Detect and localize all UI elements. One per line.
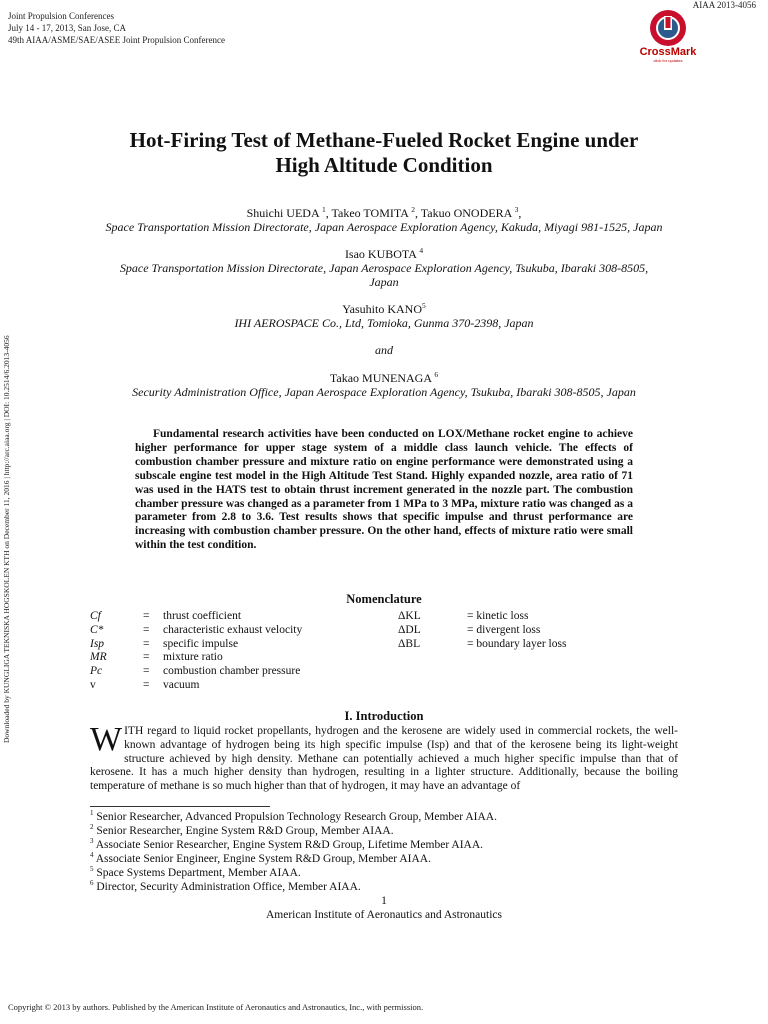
footnotes — [90, 811, 497, 894]
nom-definition: thrust coefficient — [163, 610, 242, 622]
nom-equals: = — [143, 678, 150, 691]
footnote-text: Director, Security Administration Office, Member AIAA. — [96, 880, 361, 893]
author-affiliation: Space Transportation Mission Directorate, Japan Aerospace Exploration Agency, Tsukuba, Ibaraki 308-8505, Japan — [119, 261, 649, 289]
nomenclature-row — [0, 679, 768, 693]
crossmark-icon — [648, 8, 688, 48]
conference-name: 49th AIAA/ASME/SAE/ASEE Joint Propulsion Conference — [8, 35, 225, 45]
nomenclature-list — [0, 610, 768, 693]
section-heading: I. Introduction — [344, 709, 424, 723]
author-affiliation: Security Administration Office, Japan Aerospace Exploration Agency, Tsukuba, Ibaraki 308-8505, Japan — [132, 385, 636, 399]
footnote-text: Space Systems Department, Member AIAA. — [96, 866, 301, 879]
nom-equals: = — [143, 651, 150, 664]
footnote-number: 2 — [90, 823, 94, 832]
nom-equals: = — [143, 623, 150, 636]
crossmark-badge[interactable] — [636, 8, 700, 68]
nom-symbol: MR — [90, 651, 107, 664]
footnote — [90, 836, 497, 853]
nom-symbol: v — [90, 678, 96, 691]
title-line-2: High Altitude Condition — [275, 153, 493, 177]
footnote-number: 4 — [90, 850, 94, 859]
paper-title — [60, 128, 708, 178]
footnote — [90, 850, 497, 867]
nomenclature-row — [0, 624, 768, 638]
author-block-3 — [80, 302, 688, 330]
footnote — [90, 878, 497, 895]
conference-dates: July 14 - 17, 2013, San Jose, CA — [8, 23, 127, 33]
author-names: Shuichi UEDA $^1$, Takeo TOMITA $^2$, Takuo ONODERA $^3$, — [246, 205, 522, 220]
footnote-divider — [90, 806, 270, 807]
abstract: Fundamental research activities have been conducted on LOX/Methane rocket engine to achieve higher performance for upper stage system of a middle class launch vehicle. The effects of combustion chamber pressure and mixture ratio on engine performance were demonstrated using a subscale engine test model in the High Altitude Test Stand. Highly expanded nozzle, area ratio of 71 was used in the HATS test to obtain thrust increment generated in the nozzle part. The combustion chamber pressure was changed as a parameter from 1 MPa to 3 MPa, mixture ratio was changed as a parameter from 2.8 to 3.6. Test results shows that specific impulse and thrust performance are increasing with combustion chamber pressure. On the other hand, effects of mixture ratio were small within the test condition. — [135, 428, 633, 552]
nomenclature-row — [0, 610, 768, 624]
intro-text: ITH regard to liquid rocket propellants, hydrogen and the kerosene are widely used in commercial rockets, the well-known advantage of hydrogen being its high specific impulse (Isp) and that of the kerosene being its light-weight structure achieved by high density. Methane can potentially achieved a much higher specific impulse than that of kerosene. It has a much higher density than hydrogen, resulting in a lighter structure. Additionally, because the boiling temperature of methane is so much higher than that of hydrogen, it may have an advantage of — [90, 725, 678, 793]
nom-definition: = boundary layer loss — [467, 637, 567, 650]
download-sidebar: Downloaded by KUNGLIGA TEKNISKA HOGSKOLEN KTH on December 11, 2016 | http://arc.aiaa.org | DOI: 10.2514/6.2013-4056 — [2, 335, 11, 743]
copyright-notice: Copyright © 2013 by authors. Published by the American Institute of Aeronautics and Astronautics, Inc., with permission. — [8, 1002, 424, 1012]
nom-symbol: ΔBL — [398, 637, 421, 650]
footnote-text: Senior Researcher, Engine System R&D Group, Member AIAA. — [96, 824, 394, 837]
author-affiliation: IHI AEROSPACE Co., Ltd, Tomioka, Gunma 370-2398, Japan — [234, 316, 534, 330]
crossmark-sublabel: click for updates — [653, 58, 683, 63]
conference-header — [8, 10, 225, 46]
footnote-number: 1 — [90, 809, 94, 818]
footnote-number: 3 — [90, 836, 94, 845]
author-names: Takao MUNENAGA $^6$ — [329, 370, 439, 385]
author-affiliation: Space Transportation Mission Directorate, Japan Aerospace Exploration Agency, Kakuda, Miyagi 981-1525, Japan — [105, 220, 663, 234]
nom-symbol: Pc — [90, 665, 103, 678]
footnote-text: Associate Senior Researcher, Engine System R&D Group, Lifetime Member AIAA. — [95, 838, 484, 851]
nom-equals: = — [143, 637, 150, 650]
nom-definition: mixture ratio — [163, 651, 223, 664]
nomenclature-row — [0, 651, 768, 665]
footnote-text: Associate Senior Engineer, Engine System R&D Group, Member AIAA. — [95, 852, 431, 865]
nom-definition: = kinetic loss — [467, 610, 529, 622]
publisher-footer: American Institute of Aeronautics and Astronautics — [265, 909, 502, 921]
nom-definition: specific impulse — [163, 637, 239, 650]
crossmark-label: CrossMark — [639, 46, 697, 58]
footnote-number: 5 — [90, 864, 94, 873]
conference-series: Joint Propulsion Conferences — [8, 11, 114, 21]
nomenclature-row — [0, 638, 768, 652]
nom-definition: = divergent loss — [467, 623, 541, 636]
drop-cap: W — [90, 721, 123, 758]
nomenclature-row — [0, 665, 768, 679]
nom-definition: characteristic exhaust velocity — [163, 623, 303, 636]
and-separator: and — [375, 343, 393, 357]
title-line-1: Hot-Firing Test of Methane-Fueled Rocket Engine under — [129, 128, 639, 152]
footnote — [90, 864, 497, 881]
author-names: Isao KUBOTA $^4$ — [344, 246, 424, 261]
author-names: Yasuhito KANO$^5$ — [342, 301, 426, 316]
footnote-number: 6 — [90, 878, 94, 887]
nom-definition: vacuum — [163, 678, 200, 691]
nom-symbol: ΔDL — [398, 623, 421, 636]
nom-symbol: Cf — [90, 610, 101, 622]
footnote-text: Senior Researcher, Advanced Propulsion Technology Research Group, Member AIAA. — [96, 811, 497, 823]
nomenclature-title: Nomenclature — [346, 592, 422, 606]
nom-equals: = — [143, 665, 150, 678]
author-block-2 — [80, 247, 688, 289]
paper-number: AIAA 2013-4056 — [692, 0, 756, 10]
nom-symbol: ΔKL — [398, 610, 421, 622]
nom-definition: combustion chamber pressure — [163, 665, 301, 678]
nom-symbol: Isp — [90, 637, 105, 650]
nom-equals: = — [143, 610, 150, 622]
page-number: 1 — [381, 895, 387, 907]
footnote — [90, 825, 497, 839]
nom-symbol: C* — [90, 623, 104, 636]
footnote — [90, 811, 497, 825]
author-block-1 — [80, 206, 688, 234]
author-block-4 — [80, 371, 688, 399]
intro-paragraph — [90, 721, 678, 794]
